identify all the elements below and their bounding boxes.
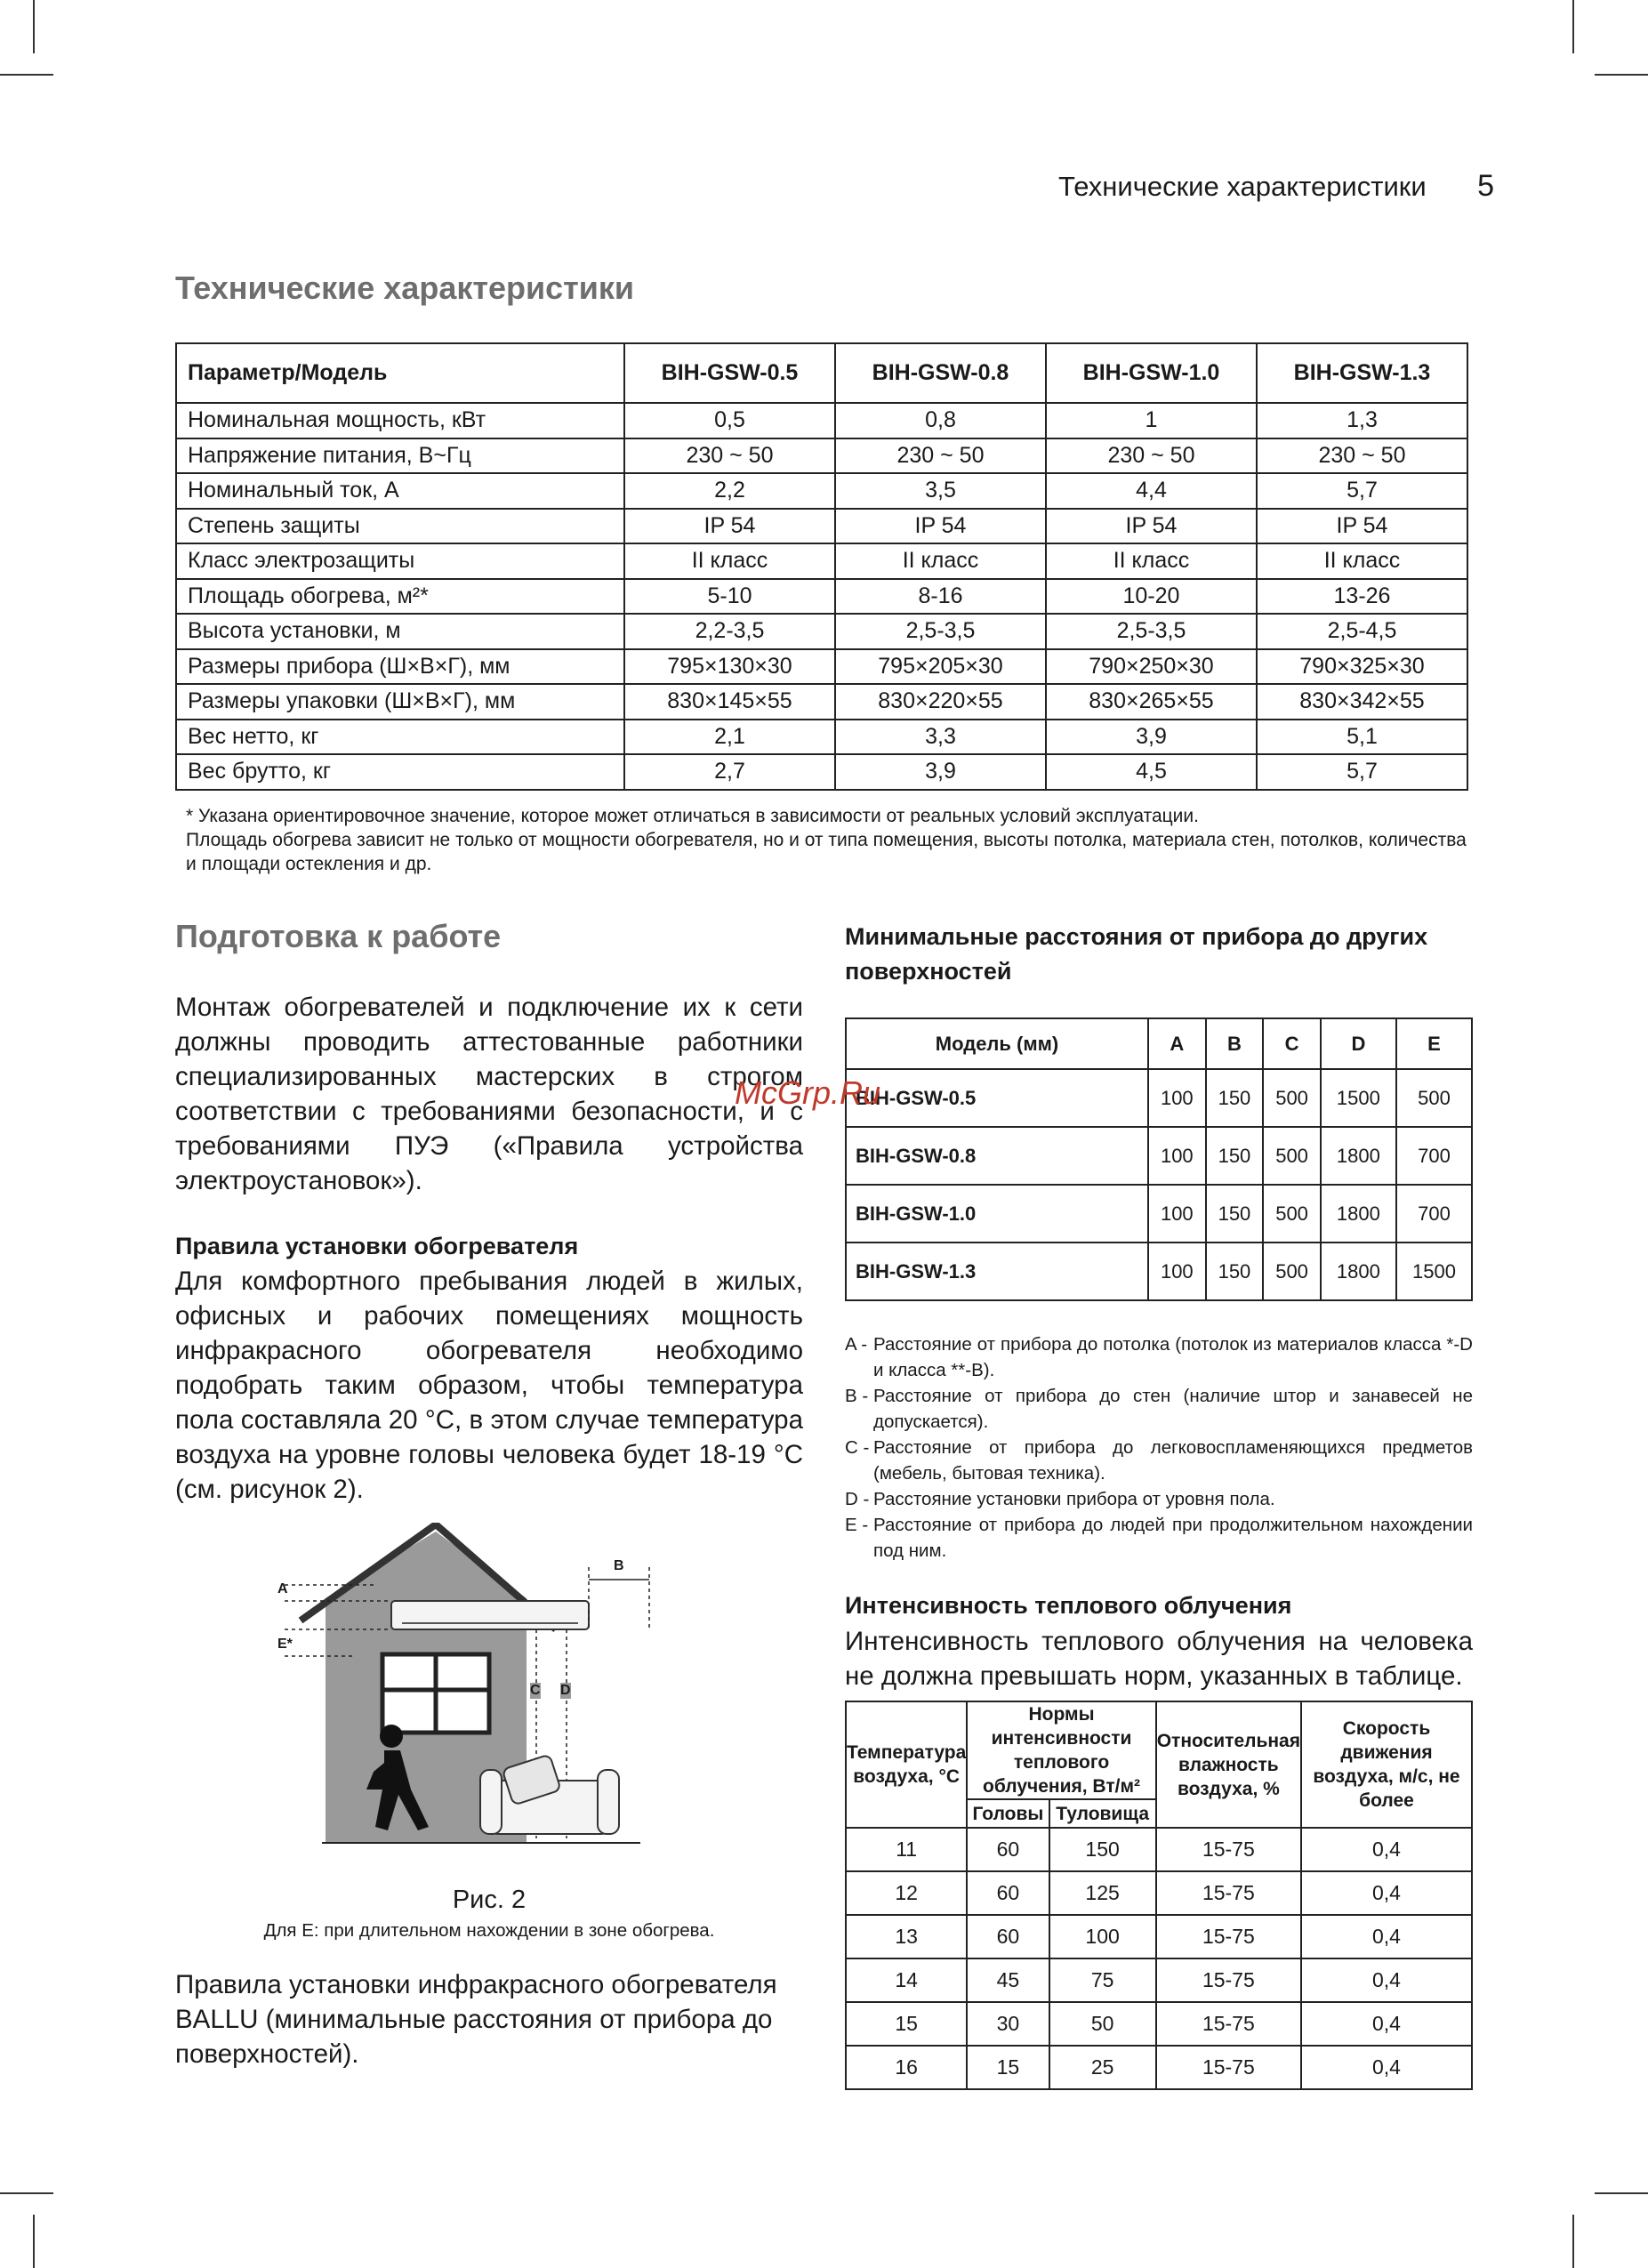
intensity-table-row [846,1828,1472,1871]
distance-table-row-cell: 1800 [1321,1243,1396,1300]
intensity-table-row-cell: 150 [1049,1828,1156,1871]
intensity-table-row-cell: 14 [846,1958,967,2002]
spec-table-row-cell: 790×325×30 [1257,649,1467,685]
spec-table-row-cell: 2,2 [624,473,835,509]
legend-item [845,1512,1473,1564]
figure-note: Для Е: при длительном нахождении в зоне обогрева. [263,1920,715,1941]
intensity-section-title: Интенсивность теплового облучения [845,1592,1292,1619]
spec-table-row-cell: 13-26 [1257,579,1467,615]
distance-table-row [846,1185,1472,1243]
spec-table-row [176,438,1467,474]
spec-col-header: BIH-GSW-1.3 [1257,343,1467,403]
intensity-table-row [846,1958,1472,2002]
intensity-table-row-cell: 60 [967,1828,1049,1871]
intensity-table-row [846,1915,1472,1958]
crop-mark [1572,0,1574,53]
ballu-text: Правила установки инфракрасного обогревателя BALLU (минимальные расстояния от прибора до поверхностей). [175,1970,777,2069]
crop-mark [33,2215,35,2268]
distance-table-row-cell: 500 [1263,1127,1321,1185]
intensity-header-row [846,1701,1472,1799]
intensity-table-row-cell: 30 [967,2002,1049,2046]
distance-table-row-cell: 1500 [1396,1243,1472,1300]
spec-table [175,342,1468,791]
spec-table-row-cell: 5,1 [1257,720,1467,755]
intensity-table-row-cell: 16 [846,2046,967,2089]
intensity-table-row-cell: 15 [846,2002,967,2046]
legend-key: D - [845,1489,870,1509]
spec-table-row-cell: 2,5-3,5 [835,614,1046,649]
spec-table-row-cell: 5-10 [624,579,835,615]
intensity-table-row-cell: 15-75 [1156,2046,1301,2089]
distance-table-header-row [846,1018,1472,1069]
legend-text: Расстояние от прибора до легковоспламеняющихся предметов (мебель, бытовая техника). [873,1437,1473,1484]
spec-table-row-cell: Степень защиты [176,509,624,544]
intensity-table-row-cell: 75 [1049,1958,1156,2002]
spec-table-row-cell: 2,2-3,5 [624,614,835,649]
intensity-table-row-cell: 60 [967,1915,1049,1958]
spec-table-row-cell: Номинальный ток, А [176,473,624,509]
spec-table-row [176,579,1467,615]
intensity-col-humidity: Относительная влажность воздуха, % [1156,1701,1301,1828]
intensity-table-row-cell: 15-75 [1156,1828,1301,1871]
intensity-table-row-cell: 25 [1049,2046,1156,2089]
spec-table-row-cell: 1,3 [1257,403,1467,438]
running-header-title: Технические характеристики [1058,171,1427,202]
intensity-col-head: Головы [967,1799,1049,1828]
spec-table-row-cell: II класс [1046,543,1257,579]
intensity-table-row-cell: 0,4 [1301,1871,1472,1915]
distance-table-row-cell: 150 [1206,1069,1264,1127]
intensity-table-row-cell: 0,4 [1301,2002,1472,2046]
spec-table-row [176,509,1467,544]
spec-table-row-cell: Напряжение питания, В~Гц [176,438,624,474]
distance-table-row-cell: 100 [1148,1243,1206,1300]
figure-caption-block [178,1886,800,1942]
distance-col-header: E [1396,1018,1472,1069]
spec-table-row-cell: 795×205×30 [835,649,1046,685]
distance-table-row-cell: 100 [1148,1069,1206,1127]
spec-table-row [176,649,1467,685]
rules-title: Правила установки обогревателя [175,1233,579,1259]
legend-item [845,1486,1473,1512]
spec-col-header: BIH-GSW-1.0 [1046,343,1257,403]
spec-table-row-cell: 830×265×55 [1046,684,1257,720]
spec-table-row-cell: II класс [624,543,835,579]
intensity-col-norms: Нормы интенсивности теплового облучения, Вт/м² [967,1701,1155,1799]
distance-col-header: C [1263,1018,1321,1069]
figure-label-b: B [614,1558,624,1573]
intensity-table-row [846,1871,1472,1915]
legend-item [845,1383,1473,1435]
intensity-table-row-cell: 50 [1049,2002,1156,2046]
spec-col-header: BIH-GSW-0.8 [835,343,1046,403]
legend-key: C - [845,1437,870,1458]
intensity-table-row-cell: 15-75 [1156,1915,1301,1958]
intensity-text: Интенсивность теплового облучения на человека не должна превышать норм, указанных в таблице. [845,1627,1473,1691]
legend-key: A - [845,1334,868,1355]
legend-text: Расстояние от прибора до потолка (потолок из материалов класса *-D и класса **-B). [873,1334,1473,1380]
spec-table-row [176,754,1467,790]
distance-table-row-cell: BIH-GSW-1.3 [846,1243,1148,1300]
crop-mark [1572,2215,1574,2268]
spec-table-row-cell: 2,1 [624,720,835,755]
figure-label-c: C [530,1683,541,1698]
intensity-table-row-cell: 0,4 [1301,1958,1472,2002]
distance-table-row-cell: BIH-GSW-0.5 [846,1069,1148,1127]
distance-table-row-cell: 500 [1263,1185,1321,1243]
spec-table-row-cell: 2,5-4,5 [1257,614,1467,649]
spec-table-row-cell: 2,7 [624,754,835,790]
spec-table-row [176,403,1467,438]
spec-table-row [176,684,1467,720]
spec-table-row-cell: Размеры прибора (Ш×В×Г), мм [176,649,624,685]
intensity-table-row-cell: 15-75 [1156,2002,1301,2046]
crop-mark [0,2192,53,2194]
distance-col-header: Модель (мм) [846,1018,1148,1069]
distance-table-row-cell: 500 [1263,1069,1321,1127]
intensity-table-row [846,2002,1472,2046]
distance-table-row-cell: 500 [1263,1243,1321,1300]
spec-table-row-cell: 1 [1046,403,1257,438]
spec-table-row-cell: 3,9 [835,754,1046,790]
spec-table-row-cell: IP 54 [1046,509,1257,544]
distance-table-row-cell: 150 [1206,1127,1264,1185]
distance-legend [845,1331,1473,1564]
spec-table-row [176,614,1467,649]
prep-section-title: Подготовка к работе [175,918,502,954]
rules-text: Для комфортного пребывания людей в жилых, офисных и рабочих помещениях мощность инфракрасного обогревателя необходимо подобрать таким образом, чтобы температура пола составляла 20 °С, в этом случае температура воздуха на уровне головы человека будет 18-19 °С (см. рисунок 2). [175,1267,803,1504]
spec-table-row-cell: Площадь обогрева, м²* [176,579,624,615]
distance-col-header: D [1321,1018,1396,1069]
spec-table-row-cell: 3,9 [1046,720,1257,755]
spec-table-row-cell: 5,7 [1257,754,1467,790]
spec-col-header: Параметр/Модель [176,343,624,403]
spec-table-row-cell: IP 54 [835,509,1046,544]
distance-col-header: A [1148,1018,1206,1069]
spec-table-row [176,473,1467,509]
distance-table-row-cell: 700 [1396,1185,1472,1243]
spec-table-row-cell: Класс электрозащиты [176,543,624,579]
spec-footnote [186,804,1475,876]
distance-table-row-cell: 1500 [1321,1069,1396,1127]
crop-mark [0,74,53,76]
distance-table-row-cell: 1800 [1321,1185,1396,1243]
spec-table-row-cell: 4,4 [1046,473,1257,509]
intensity-table-row-cell: 0,4 [1301,2046,1472,2089]
spec-table-row-cell: 230 ~ 50 [1046,438,1257,474]
spec-table-row-cell: 790×250×30 [1046,649,1257,685]
spec-table-row-cell: IP 54 [624,509,835,544]
distance-table-row-cell: BIH-GSW-0.8 [846,1127,1148,1185]
intensity-table-row-cell: 125 [1049,1871,1156,1915]
legend-key: E - [845,1515,869,1535]
spec-table-row-cell: II класс [835,543,1046,579]
person-head [380,1725,403,1748]
intensity-table-row-cell: 13 [846,1915,967,1958]
distance-table-row [846,1243,1472,1300]
spec-table-header-row [176,343,1467,403]
legend-text: Расстояние от прибора до стен (наличие штор и занавесей не допускается). [873,1386,1473,1432]
intensity-table-row-cell: 15-75 [1156,1958,1301,2002]
spec-table-row-cell: 5,7 [1257,473,1467,509]
spec-table-row-cell: Номинальная мощность, кВт [176,403,624,438]
intensity-table-row-cell: 100 [1049,1915,1156,1958]
spec-table-row-cell: II класс [1257,543,1467,579]
intensity-table-row-cell: 0,4 [1301,1915,1472,1958]
distance-table-row [846,1127,1472,1185]
spec-table-row-cell: 8-16 [835,579,1046,615]
page-number: 5 [1477,169,1494,203]
spec-table-row-cell: 4,5 [1046,754,1257,790]
figure-room-diagram [267,1523,685,1852]
spec-table-row-cell: IP 54 [1257,509,1467,544]
distance-table-row-cell: 500 [1396,1069,1472,1127]
intensity-table-row-cell: 45 [967,1958,1049,2002]
intensity-col-temp: Температура воздуха, °С [846,1701,967,1828]
spec-table-row-cell: 230 ~ 50 [835,438,1046,474]
intensity-table-row-cell: 15-75 [1156,1871,1301,1915]
crop-mark [1595,2192,1648,2194]
running-header [1058,171,1494,203]
watermark: McGrp.Ru [735,1074,881,1111]
legend-key: B - [845,1386,869,1406]
figure-label-e: E* [277,1637,293,1652]
spec-table-row-cell: 830×220×55 [835,684,1046,720]
heater-unit [391,1601,589,1629]
spec-table-row-cell: 0,5 [624,403,835,438]
distance-table-row-cell: 150 [1206,1185,1264,1243]
distance-table-row-cell: 150 [1206,1243,1264,1300]
intensity-table-row-cell: 15 [967,2046,1049,2089]
prep-intro: Монтаж обогревателей и подключение их к сети должны проводить аттестованные работники специализированных мастерских в строгом соответствии с требованиями безопасности, и с требованиями ПУЭ («Правила устройства электроустановок»). [175,993,803,1195]
distance-table-row-cell: 100 [1148,1185,1206,1243]
intensity-col-air-speed: Скорость движения воздуха, м/с, не более [1301,1701,1472,1828]
spec-table-row [176,720,1467,755]
intensity-table-row [846,2046,1472,2089]
spec-table-row-cell: 230 ~ 50 [1257,438,1467,474]
intensity-col-torso: Туловища [1049,1799,1156,1828]
figure-caption: Рис. 2 [452,1886,527,1914]
intensity-table-row-cell: 0,4 [1301,1828,1472,1871]
legend-item [845,1331,1473,1383]
distance-col-header: B [1206,1018,1264,1069]
spec-col-header: BIH-GSW-0.5 [624,343,835,403]
spec-footnote-2: Площадь обогрева зависит не только от мощности обогревателя, но и от типа помещения, высоты потолка, материала стен, потолков, количества и площади остекления и др. [186,830,1467,874]
legend-text: Расстояние от прибора до людей при продолжительном нахождении под ним. [873,1515,1473,1561]
crop-mark [1595,74,1648,76]
figure-label-d: D [560,1683,571,1698]
intensity-table-row-cell: 60 [967,1871,1049,1915]
distance-table-row [846,1069,1472,1127]
spec-table-row-cell: 830×145×55 [624,684,835,720]
intensity-table-row-cell: 11 [846,1828,967,1871]
distance-table-row-cell: 700 [1396,1127,1472,1185]
intensity-table [845,1701,1473,2090]
spec-table-row-cell: 10-20 [1046,579,1257,615]
spec-table-row-cell: Высота установки, м [176,614,624,649]
spec-table-row-cell: 3,3 [835,720,1046,755]
spec-table-row-cell: 0,8 [835,403,1046,438]
spec-table-row-cell: 830×342×55 [1257,684,1467,720]
legend-text: Расстояние установки прибора от уровня пола. [873,1489,1275,1509]
spec-table-row-cell: Вес брутто, кг [176,754,624,790]
distance-table-row-cell: 100 [1148,1127,1206,1185]
crop-mark [33,0,35,53]
intensity-table-row-cell: 12 [846,1871,967,1915]
spec-footnote-1: * Указана ориентировочное значение, которое может отличаться в зависимости от реальных условий эксплуатации. [186,806,1199,826]
spec-table-row-cell: Вес нетто, кг [176,720,624,755]
spec-table-row-cell: 3,5 [835,473,1046,509]
distance-table-row-cell: 1800 [1321,1127,1396,1185]
spec-section-title: Технические характеристики [175,269,635,306]
spec-table-row-cell: 2,5-3,5 [1046,614,1257,649]
distance-table [845,1017,1473,1301]
distance-section-title: Минимальные расстояния от прибора до других поверхностей [845,923,1428,985]
spec-table-row-cell: Размеры упаковки (Ш×В×Г), мм [176,684,624,720]
spec-table-row-cell: 230 ~ 50 [624,438,835,474]
legend-item [845,1435,1473,1486]
spec-table-row-cell: 795×130×30 [624,649,835,685]
figure-label-a: A [277,1581,288,1596]
spec-table-row [176,543,1467,579]
distance-table-row-cell: BIH-GSW-1.0 [846,1185,1148,1243]
